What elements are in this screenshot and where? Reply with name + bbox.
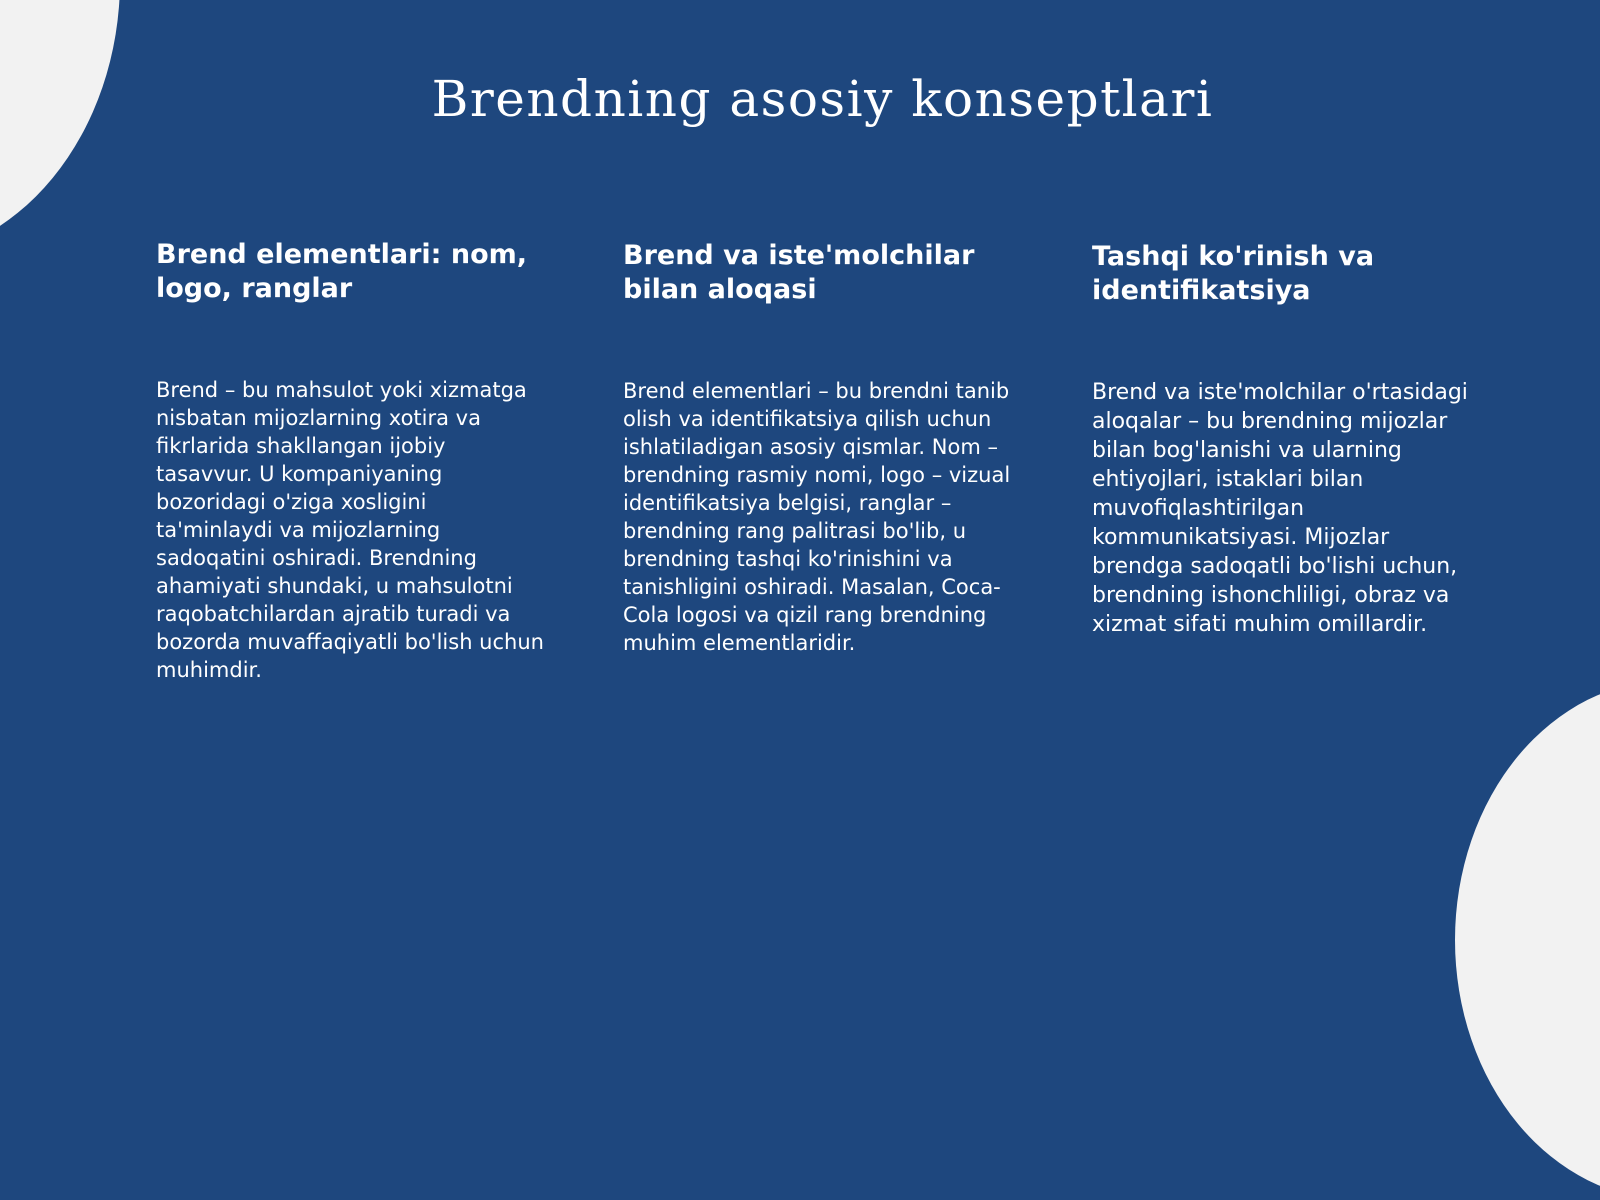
- column-heading: Tashqi ko'rinish va identifikatsiya: [1092, 241, 1375, 306]
- column-body-text: Brend elementlari – bu brendni tanib olish va identifikatsiya qilish uchun ishlatiladigan asosiy qismlar. Nom – brendning rasmiy nomi, logo – vizual identifikatsiya belgisi, ranglar – brendning rang palitrasi bo'lib, u brendning tashqi ko'rinishini va tanishligini oshiradi. Masalan, Coca-Cola logosi va qizil rang brendning muhim elementlaridir.: [623, 379, 1011, 655]
- column-heading: Brend va iste'molchilar bilan aloqasi: [623, 240, 975, 305]
- decorative-circle-top-left: [0, 0, 120, 260]
- concept-column-appearance-identification: [1092, 240, 1492, 637]
- concept-column-consumer-relations: [623, 239, 1023, 655]
- slide-title: Brendning asosiy konseptlari: [431, 70, 1214, 128]
- concept-column-brand-elements: [156, 238, 556, 682]
- column-body-text: Brend va iste'molchilar o'rtasidagi aloqalar – bu brendning mijozlar bilan bog'lanishi va ularning ehtiyojlari, istaklari bilan muvofiqlashtirilgan kommunikatsiyasi. Mijozlar brendga sadoqatli bo'lishi uchun, brendning ishonchliligi, obraz va xizmat sifati muhim omillardir.: [1092, 380, 1468, 637]
- decorative-circle-bottom-right: [1455, 680, 1600, 1200]
- column-heading: Brend elementlari: nom, logo, ranglar: [156, 239, 528, 304]
- column-body-text: Brend – bu mahsulot yoki xizmatga nisbatan mijozlarning xotira va fikrlarida shakllangan ijobiy tasavvur. U kompaniyaning bozoridagi o'ziga xosligini ta'minlaydi va mijozlarning sadoqatini oshiradi. Brendning ahamiyati shundaki, u mahsulotni raqobatchilardan ajratib turadi va bozorda muvaffaqiyatli bo'lish uchun muhimdir.: [156, 378, 544, 682]
